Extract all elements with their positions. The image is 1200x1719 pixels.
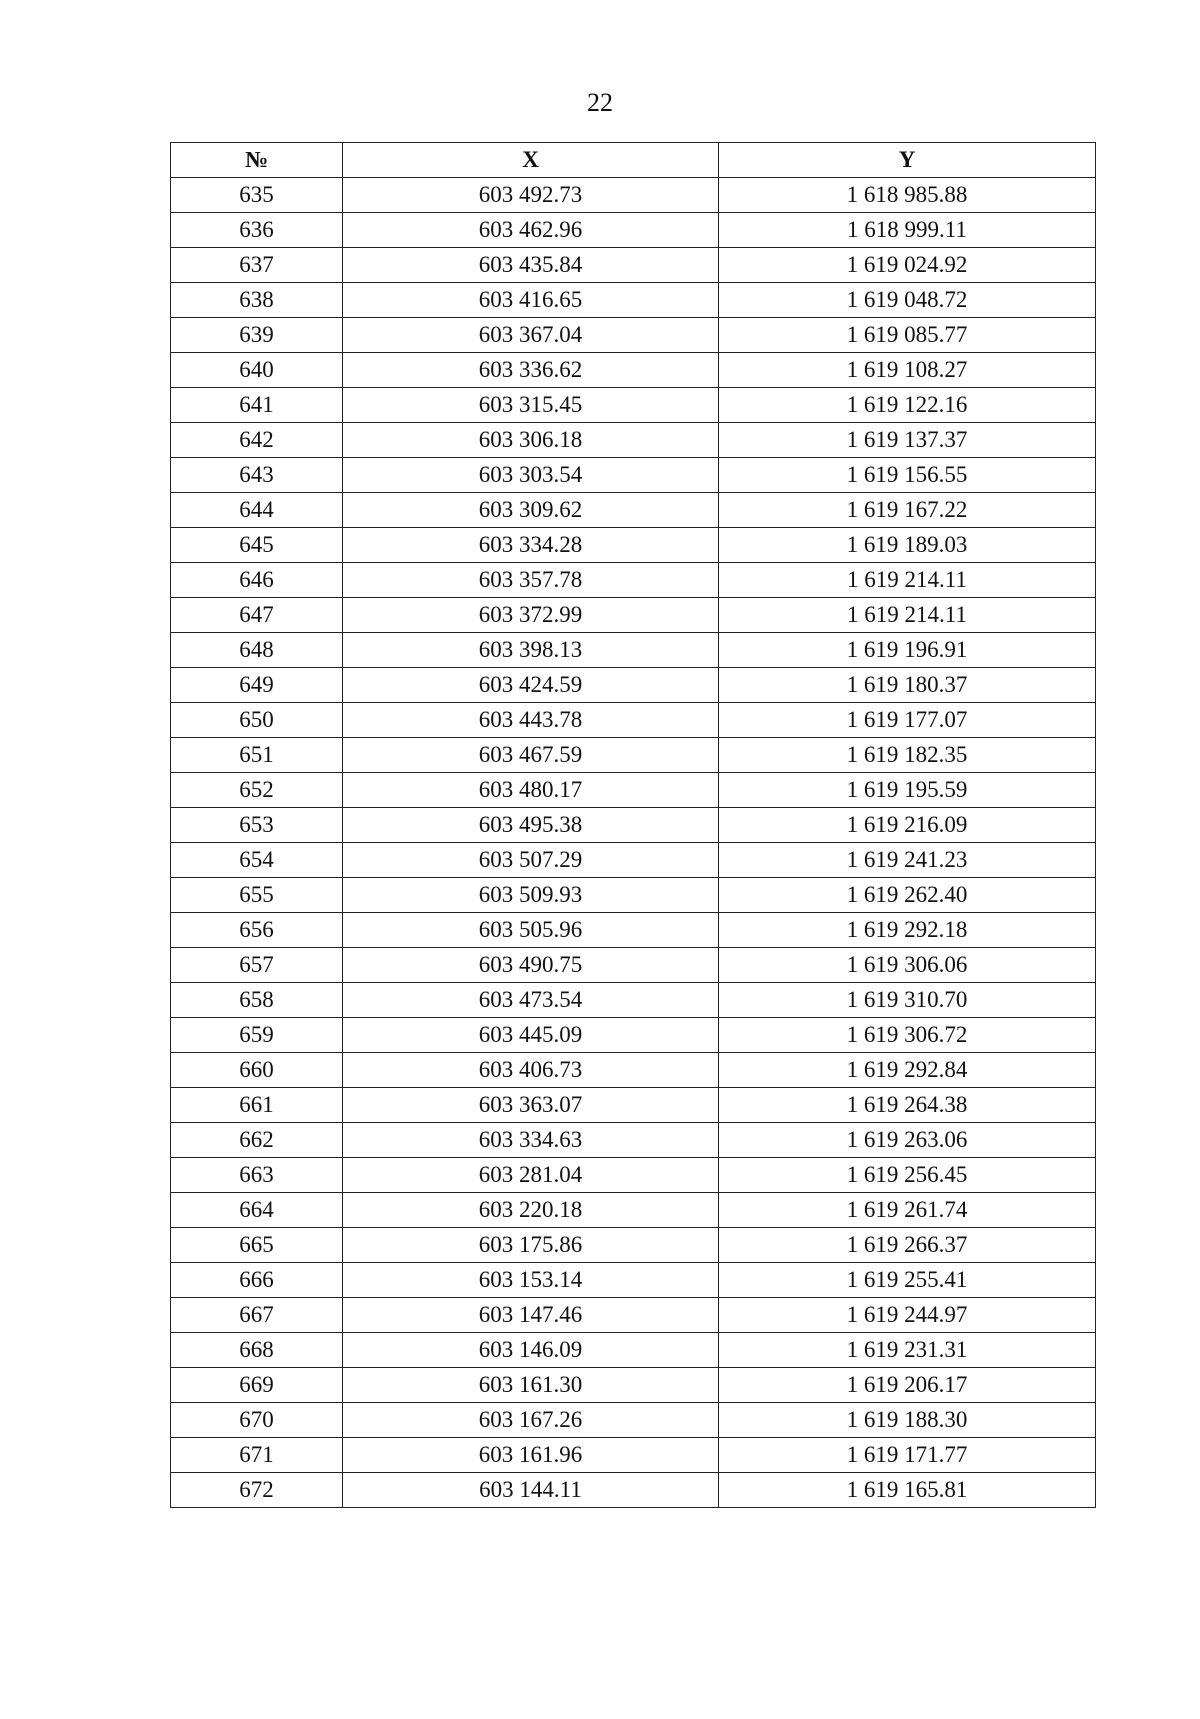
- cell-y: 1 619 310.70: [719, 983, 1096, 1018]
- cell-x: 603 220.18: [343, 1193, 719, 1228]
- cell-x: 603 372.99: [343, 598, 719, 633]
- cell-number: 667: [171, 1298, 343, 1333]
- cell-y: 1 619 216.09: [719, 808, 1096, 843]
- cell-x: 603 144.11: [343, 1473, 719, 1508]
- cell-x: 603 363.07: [343, 1088, 719, 1123]
- cell-x: 603 281.04: [343, 1158, 719, 1193]
- cell-y: 1 619 206.17: [719, 1368, 1096, 1403]
- cell-x: 603 424.59: [343, 668, 719, 703]
- cell-y: 1 619 263.06: [719, 1123, 1096, 1158]
- table-row: [171, 738, 1096, 773]
- cell-y: 1 619 264.38: [719, 1088, 1096, 1123]
- cell-number: 668: [171, 1333, 343, 1368]
- cell-number: 666: [171, 1263, 343, 1298]
- cell-x: 603 147.46: [343, 1298, 719, 1333]
- cell-y: 1 619 256.45: [719, 1158, 1096, 1193]
- cell-number: 662: [171, 1123, 343, 1158]
- cell-x: 603 505.96: [343, 913, 719, 948]
- cell-number: 645: [171, 528, 343, 563]
- cell-y: 1 619 306.06: [719, 948, 1096, 983]
- header-row: [171, 143, 1096, 178]
- cell-number: 635: [171, 178, 343, 213]
- cell-number: 644: [171, 493, 343, 528]
- cell-y: 1 618 999.11: [719, 213, 1096, 248]
- cell-y: 1 619 266.37: [719, 1228, 1096, 1263]
- cell-number: 656: [171, 913, 343, 948]
- cell-number: 648: [171, 633, 343, 668]
- table-row: [171, 1158, 1096, 1193]
- cell-x: 603 334.28: [343, 528, 719, 563]
- table-row: [171, 563, 1096, 598]
- cell-y: 1 619 167.22: [719, 493, 1096, 528]
- table-row: [171, 948, 1096, 983]
- cell-x: 603 443.78: [343, 703, 719, 738]
- cell-x: 603 161.30: [343, 1368, 719, 1403]
- cell-y: 1 619 156.55: [719, 458, 1096, 493]
- cell-y: 1 619 180.37: [719, 668, 1096, 703]
- cell-number: 665: [171, 1228, 343, 1263]
- cell-number: 643: [171, 458, 343, 493]
- cell-x: 603 357.78: [343, 563, 719, 598]
- cell-y: 1 619 214.11: [719, 563, 1096, 598]
- cell-number: 638: [171, 283, 343, 318]
- cell-y: 1 619 195.59: [719, 773, 1096, 808]
- table-row: [171, 458, 1096, 493]
- cell-number: 647: [171, 598, 343, 633]
- table-header: [171, 143, 1096, 178]
- cell-x: 603 167.26: [343, 1403, 719, 1438]
- table-row: [171, 1333, 1096, 1368]
- cell-x: 603 398.13: [343, 633, 719, 668]
- cell-x: 603 309.62: [343, 493, 719, 528]
- cell-y: 1 619 165.81: [719, 1473, 1096, 1508]
- cell-y: 1 619 085.77: [719, 318, 1096, 353]
- cell-number: 664: [171, 1193, 343, 1228]
- cell-number: 652: [171, 773, 343, 808]
- table-row: [171, 1053, 1096, 1088]
- cell-y: 1 619 137.37: [719, 423, 1096, 458]
- table-row: [171, 1438, 1096, 1473]
- cell-number: 653: [171, 808, 343, 843]
- cell-y: 1 619 171.77: [719, 1438, 1096, 1473]
- table-row: [171, 353, 1096, 388]
- cell-number: 654: [171, 843, 343, 878]
- table-row: [171, 283, 1096, 318]
- table-row: [171, 773, 1096, 808]
- table-row: [171, 1403, 1096, 1438]
- cell-number: 658: [171, 983, 343, 1018]
- table-body: [171, 178, 1096, 1508]
- table-row: [171, 178, 1096, 213]
- table-row: [171, 528, 1096, 563]
- header-x: X: [343, 143, 719, 178]
- cell-x: 603 334.63: [343, 1123, 719, 1158]
- cell-y: 1 619 177.07: [719, 703, 1096, 738]
- cell-number: 641: [171, 388, 343, 423]
- cell-number: 650: [171, 703, 343, 738]
- table-row: [171, 703, 1096, 738]
- table-row: [171, 633, 1096, 668]
- table-row: [171, 1298, 1096, 1333]
- header-number: №: [171, 143, 343, 178]
- cell-y: 1 619 262.40: [719, 878, 1096, 913]
- cell-number: 671: [171, 1438, 343, 1473]
- cell-x: 603 303.54: [343, 458, 719, 493]
- cell-x: 603 367.04: [343, 318, 719, 353]
- cell-number: 649: [171, 668, 343, 703]
- cell-x: 603 336.62: [343, 353, 719, 388]
- cell-y: 1 619 244.97: [719, 1298, 1096, 1333]
- cell-number: 640: [171, 353, 343, 388]
- cell-y: 1 619 196.91: [719, 633, 1096, 668]
- cell-number: 660: [171, 1053, 343, 1088]
- table-row: [171, 213, 1096, 248]
- table-row: [171, 1018, 1096, 1053]
- cell-x: 603 495.38: [343, 808, 719, 843]
- header-y: Y: [719, 143, 1096, 178]
- cell-y: 1 619 255.41: [719, 1263, 1096, 1298]
- table-row: [171, 1193, 1096, 1228]
- table-row: [171, 1123, 1096, 1158]
- cell-number: 657: [171, 948, 343, 983]
- table-row: [171, 1473, 1096, 1508]
- cell-y: 1 619 214.11: [719, 598, 1096, 633]
- table-row: [171, 843, 1096, 878]
- table-row: [171, 1088, 1096, 1123]
- cell-y: 1 619 188.30: [719, 1403, 1096, 1438]
- coordinates-table: [170, 142, 1096, 1508]
- cell-y: 1 619 024.92: [719, 248, 1096, 283]
- table-row: [171, 808, 1096, 843]
- cell-x: 603 146.09: [343, 1333, 719, 1368]
- page-number: 22: [587, 88, 613, 117]
- cell-number: 672: [171, 1473, 343, 1508]
- table-row: [171, 913, 1096, 948]
- cell-number: 651: [171, 738, 343, 773]
- cell-x: 603 462.96: [343, 213, 719, 248]
- cell-x: 603 153.14: [343, 1263, 719, 1298]
- cell-y: 1 619 048.72: [719, 283, 1096, 318]
- cell-y: 1 619 292.84: [719, 1053, 1096, 1088]
- cell-x: 603 175.86: [343, 1228, 719, 1263]
- table-row: [171, 493, 1096, 528]
- cell-x: 603 490.75: [343, 948, 719, 983]
- cell-x: 603 509.93: [343, 878, 719, 913]
- cell-number: 669: [171, 1368, 343, 1403]
- cell-number: 646: [171, 563, 343, 598]
- cell-x: 603 416.65: [343, 283, 719, 318]
- table-row: [171, 1368, 1096, 1403]
- cell-y: 1 619 108.27: [719, 353, 1096, 388]
- table-row: [171, 983, 1096, 1018]
- cell-y: 1 619 231.31: [719, 1333, 1096, 1368]
- table-row: [171, 1263, 1096, 1298]
- table-row: [171, 598, 1096, 633]
- cell-y: 1 619 241.23: [719, 843, 1096, 878]
- table-row: [171, 668, 1096, 703]
- cell-y: 1 619 261.74: [719, 1193, 1096, 1228]
- cell-x: 603 507.29: [343, 843, 719, 878]
- cell-x: 603 406.73: [343, 1053, 719, 1088]
- cell-number: 636: [171, 213, 343, 248]
- cell-x: 603 445.09: [343, 1018, 719, 1053]
- table-row: [171, 248, 1096, 283]
- table-row: [171, 1228, 1096, 1263]
- cell-y: 1 619 182.35: [719, 738, 1096, 773]
- table-row: [171, 878, 1096, 913]
- table-row: [171, 388, 1096, 423]
- cell-y: 1 619 292.18: [719, 913, 1096, 948]
- cell-x: 603 467.59: [343, 738, 719, 773]
- cell-x: 603 473.54: [343, 983, 719, 1018]
- cell-x: 603 480.17: [343, 773, 719, 808]
- cell-number: 655: [171, 878, 343, 913]
- cell-number: 670: [171, 1403, 343, 1438]
- cell-y: 1 619 306.72: [719, 1018, 1096, 1053]
- cell-x: 603 315.45: [343, 388, 719, 423]
- cell-number: 639: [171, 318, 343, 353]
- cell-y: 1 618 985.88: [719, 178, 1096, 213]
- table-row: [171, 318, 1096, 353]
- cell-x: 603 492.73: [343, 178, 719, 213]
- cell-x: 603 306.18: [343, 423, 719, 458]
- cell-y: 1 619 122.16: [719, 388, 1096, 423]
- table-row: [171, 423, 1096, 458]
- cell-number: 659: [171, 1018, 343, 1053]
- cell-x: 603 435.84: [343, 248, 719, 283]
- cell-number: 642: [171, 423, 343, 458]
- cell-y: 1 619 189.03: [719, 528, 1096, 563]
- cell-number: 663: [171, 1158, 343, 1193]
- cell-number: 637: [171, 248, 343, 283]
- cell-x: 603 161.96: [343, 1438, 719, 1473]
- cell-number: 661: [171, 1088, 343, 1123]
